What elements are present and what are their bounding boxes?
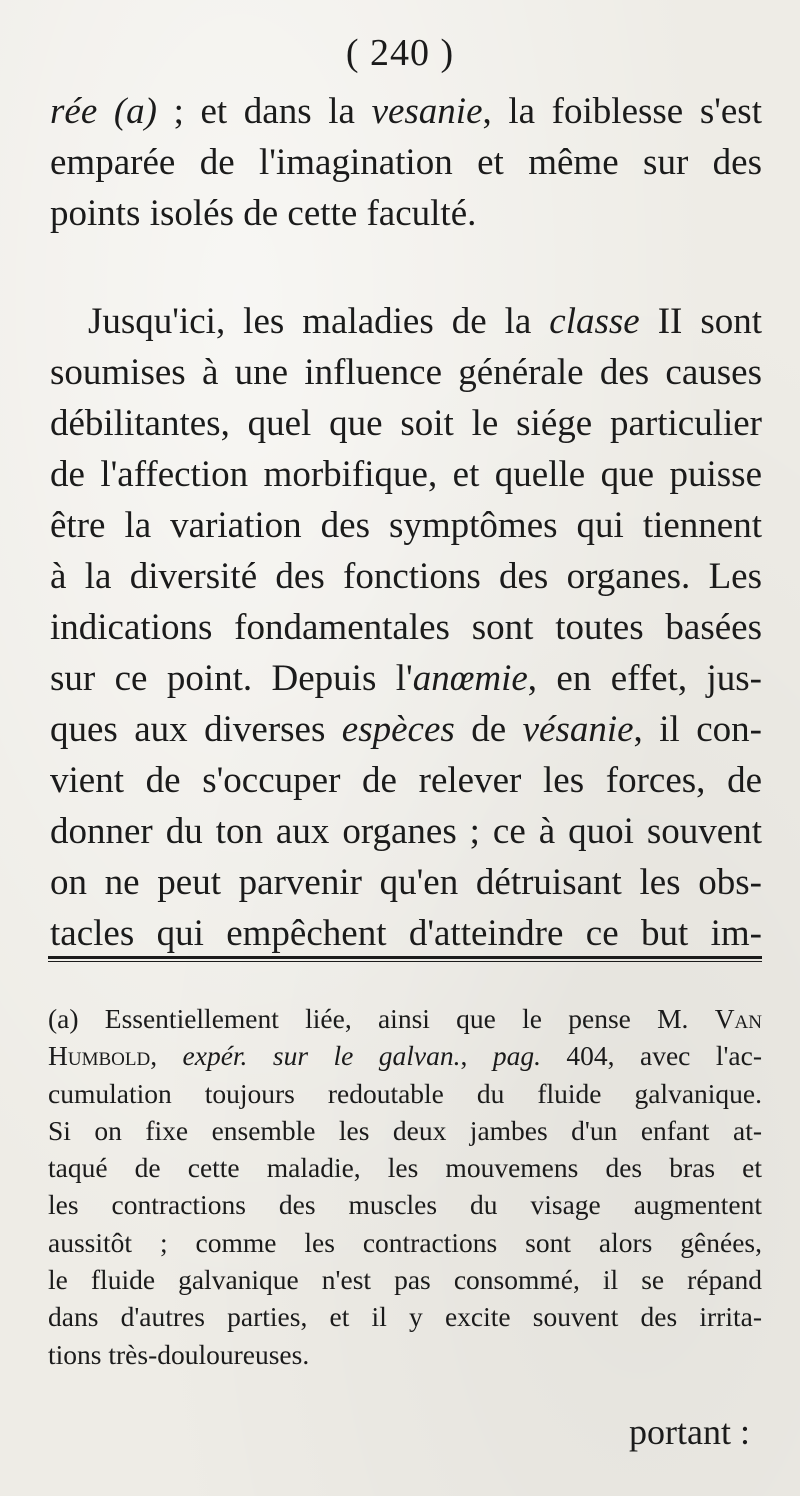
author-name: Van: [714, 1003, 762, 1034]
footnote-line: aussitôt ; comme les contractions sont alors gênées,: [48, 1226, 762, 1258]
footnote-line: [48, 1000, 762, 1037]
text-line: tacles qui empêchent d'atteindre ce but im-: [50, 913, 762, 954]
italic-word: vesanie: [371, 91, 483, 132]
text-line: [50, 86, 762, 137]
text-line: [50, 296, 762, 347]
footnote-line: le fluide galvanique n'est pas consommé, il se répand: [48, 1264, 762, 1296]
footnote-separator-rule: [48, 956, 762, 962]
footnote-line: Si on fixe ensemble les deux jambes d'un enfant at-: [48, 1114, 762, 1146]
text-line: débilitantes, quel que soit le siége particulier: [50, 403, 762, 444]
text-line: de l'affection morbifique, et quelle que puisse: [50, 454, 762, 495]
text-line: vient de s'occuper de relever les forces, de: [50, 760, 762, 801]
footnote-block: [48, 1000, 762, 1373]
text-segment: ,: [460, 1040, 493, 1072]
text-segment: 404, avec l'ac-: [540, 1040, 762, 1072]
paragraph-gap: [50, 239, 762, 296]
footnote-line: les contractions des muscles du visage augmentent: [48, 1189, 762, 1221]
italic-word: classe: [549, 301, 640, 342]
text-line: [50, 704, 762, 755]
text-segment: (a) Essentiellement liée, ainsi que le pense M.: [48, 1003, 715, 1034]
text-segment: sur ce point. Depuis l': [50, 658, 413, 699]
text-segment: , en effet, jus-: [527, 658, 762, 699]
italic-word: expér. sur le galvan.: [182, 1040, 461, 1072]
text-segment: ; et dans la: [157, 91, 372, 132]
footnote-line: taqué de cette maladie, les mouvemens des bras et: [48, 1152, 762, 1184]
page-number: ( 240 ): [345, 32, 455, 74]
text-line: indications fondamentales sont toutes basées: [50, 607, 762, 648]
italic-word: rée (a): [50, 91, 157, 132]
main-text-block: [50, 86, 762, 959]
text-segment: , il con-: [633, 709, 762, 750]
italic-word: vésanie: [522, 709, 634, 750]
text-line: donner du ton aux organes ; ce à quoi souvent: [50, 811, 762, 852]
text-line: on ne peut parvenir qu'en détruisant les obs-: [50, 862, 762, 903]
italic-word: pag.: [492, 1040, 541, 1072]
text-line: emparée de l'imagination et même sur des: [50, 142, 762, 183]
text-line: être la variation des symptômes qui tiennent: [50, 505, 762, 546]
text-segment: , la foiblesse s'est: [482, 91, 762, 132]
text-line: soumises à une influence générale des causes: [50, 352, 762, 393]
footnote-line: [48, 1037, 762, 1074]
text-line: points isolés de cette faculté.: [50, 193, 477, 234]
italic-word: anœmie: [412, 658, 528, 699]
text-line: [50, 653, 762, 704]
italic-word: espèces: [341, 709, 455, 750]
footnote-line: dans d'autres parties, et il y excite souvent des irrita-: [48, 1301, 762, 1333]
catchword: portant :: [629, 1412, 750, 1452]
text-segment: de: [454, 709, 523, 750]
text-segment: ,: [150, 1040, 183, 1072]
footnote-line: tions très-douloureuses.: [48, 1338, 310, 1370]
footnote-line: cumulation toujours redoutable du fluide galvanique.: [48, 1077, 762, 1109]
text-line: à la diversité des fonctions des organes. Les: [50, 556, 762, 597]
author-name: Humbold: [48, 1040, 151, 1072]
text-segment: II sont: [639, 301, 762, 342]
text-segment: ques aux diverses: [50, 709, 342, 750]
text-segment: Jusqu'ici, les maladies de la: [88, 301, 550, 342]
